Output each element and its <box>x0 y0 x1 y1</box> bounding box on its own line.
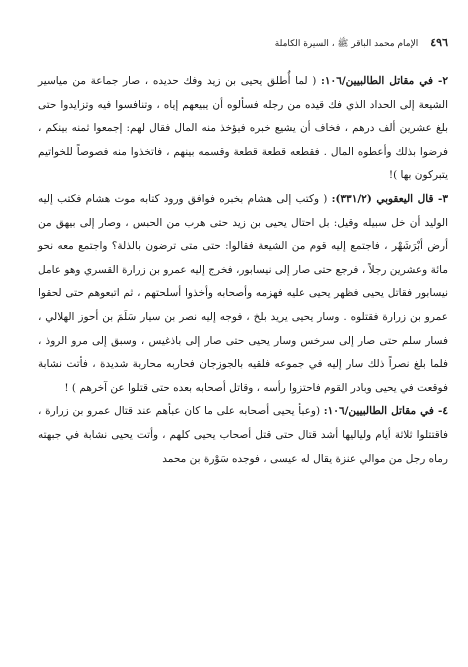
citation-label: ٤- في مقاتل الطالبيين/١٠٦: <box>323 405 448 418</box>
page-number: ٤٩٦ <box>430 36 448 49</box>
paragraph-text: ( وكتب إلى هشام بخبره فوافق ورود كتابه موت هشام فكتب إليه الوليد أن خل سبيله وقيل: بل احتال يحيى بن زيد حتى هرب من الحبس ، وصار إلى بيهق من أرض أبْرَشَهْر ، فاجتمع إليه قوم من الشيعة فقالوا: حتى متى ترضون بالذلة؟ واجتمع معه نحو مائة وعشرين رجلاً ، فرجع حتى صار إلى نيسابور، فخرج إليه عمرو بن زرارة القسري وهو عامل نيسابور فقاتل يحيى فظهر يحيى عليه فهزمه وأصحابه وأخذوا أسلحتهم ، ثم اتبعوهم حتى لحقوا عمرو بن زرارة فقتلوه . وسار يحيى يريد بلخ ، فوجه إليه نصر بن سيار سَلَمَ بن أحوز الهلالي ، فسار سلم حتى صار إلى سرخس وسار يحيى حتى صار إلى باذغيس ، وسبق إلى مرو الروذ ، فلما بلغ نصراً ذلك سار إليه في جموعه فلقيه بالجوزجان فحاربه محاربة شديدة ، فأتت نشابة فوقعت في يحيى وبادر القوم فاحتزوا رأسه ، وقاتل أصحابه بعده حتى قتلوا عن آخرهم ) ! <box>38 192 448 394</box>
citation-label: ٣- قال اليعقوبي (٣٣١/٢): <box>331 192 449 205</box>
paragraph-2 <box>38 70 448 188</box>
citation-label: ٢- في مقاتل الطالبيين/١٠٦: <box>321 75 448 87</box>
paragraph-3 <box>38 188 448 400</box>
paragraph-4 <box>38 400 448 471</box>
paragraph-text: ( لما أُطلق يحيى بن زيد وفك حديده ، صار جماعة من مياسير الشيعة إلى الحداد الذي فك قيده من رجله فسألوه أن يبيعهم إياه ، وتنافسوا فيه وتزايدوا حتى بلغ عشرين ألف درهم ، فخاف أن يشيع خبره فيؤخذ منه المال فقال لهم: إجمعوا ثمنه بينكم ، فرضوا بذلك وأعطوه المال . فقطعه قطعة قطعة وقسمه بينهم ، فاتخذوا منه فصوصاً للخواتيم يتبركون بها )! <box>38 75 448 182</box>
running-header <box>38 36 448 54</box>
running-title: الإمام محمد الباقر ﷺ ، السيرة الكاملة <box>274 39 419 49</box>
book-page <box>38 36 448 471</box>
paragraph-text: (وعبأ يحيى أصحابه على ما كان عبأهم عند قتال عمرو بن زرارة ، فاقتتلوا ثلاثة أيام ولياليها أشد قتال حتى قتل أصحاب يحيى كلهم ، وأتت يحيى نشابة في جبهته رماه رجل من موالي عنزة يقال له عيسى ، فوجده سَوْرة بن محمد <box>38 405 448 465</box>
